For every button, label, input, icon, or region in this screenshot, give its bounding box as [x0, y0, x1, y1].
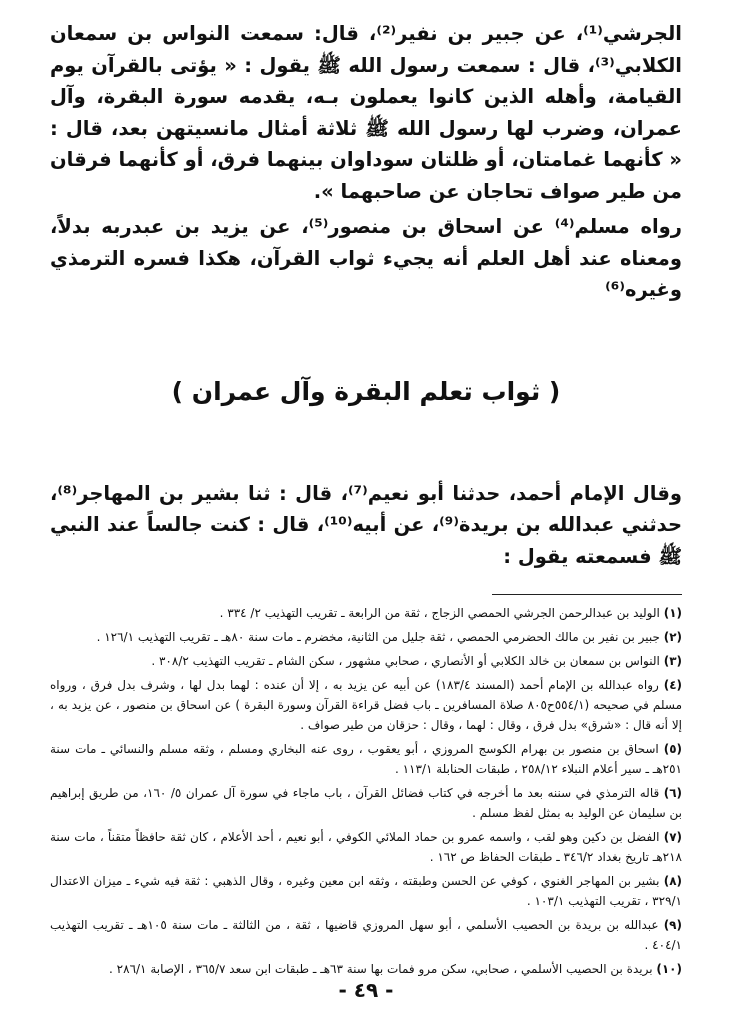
footnote-4: [50, 675, 682, 735]
footnote-number: (٤): [663, 678, 682, 692]
footnote-number: (٧): [663, 830, 682, 844]
footnote-3: [50, 651, 682, 671]
footnote-number: (١): [663, 606, 682, 620]
footnote-number: (١٠): [656, 962, 682, 976]
footnote-number: (٦): [663, 786, 683, 800]
document-page: [50, 18, 682, 1018]
footnote-number: (٨): [663, 874, 682, 888]
footnote-text: عبدالله بن بريدة بن الحصيب الأسلمي ، أبو سهل المروزي قاضيها ، ثقة ، من الثالثة ـ مات سنة ١٠٥هـ ـ تقريب التهذيب ٤٠٤/١ .: [50, 918, 682, 952]
footnote-9: [50, 915, 682, 955]
footnote-number: (٩): [663, 918, 682, 932]
footnote-7: [50, 827, 682, 867]
footnote-5: [50, 739, 682, 779]
footnote-text: جبير بن نفير بن مالك الحضرمي الحمصي ، ثقة جليل من الثانية، مخضرم ـ مات سنة ٨٠هـ ـ تقريب التهذيب ١٢٦/١ .: [96, 630, 660, 644]
footnote-text: النواس بن سمعان بن خالد الكلابي أو الأنصاري ، صحابي مشهور ، سكن الشام ـ تقريب التهذيب ٣٠٨/٢ .: [151, 654, 660, 668]
body-paragraph-3: وقال الإمام أحمد، حدثنا أبو نعيم⁽⁷⁾، قال : ثنا بشير بن المهاجر⁽⁸⁾، حدثني عبدالله بن بريدة⁽⁹⁾، عن أبيه⁽¹⁰⁾، قال : كنت جالساً عند النبي ﷺ فسمعته يقول :: [50, 481, 682, 568]
footnote-text: الفضل بن دكين وهو لقب ، واسمه عمرو بن حماد الملائي الكوفي ، أبو نعيم ، أحد الأعلام ، كان ثقة حافظاً متقناً ، مات سنة ٢١٨هـ تاريخ بغداد ٣٤٦/٢ ـ طبقات الحفاظ ص ١٦٢ .: [50, 830, 682, 864]
footnote-1: [50, 603, 682, 623]
footnote-10: [50, 959, 682, 979]
section-heading: ( ثواب تعلم البقرة وآل عمران ): [171, 376, 561, 406]
footnote-text: قاله الترمذي في سننه بعد ما أخرجه في كتاب فضائل القرآن ، باب ماجاء في سورة آل عمران ٥/ ١٦٠، من طريق إبراهيم بن سليمان عن الوليد به بمثل لفظ مسلم .: [50, 786, 682, 820]
footnote-text: بشير بن المهاجر الغنوي ، كوفي عن الحسن وطبقته ، وثقه ابن معين وغيره ، وقال الذهبي : ثقة فيه شيء ـ ميزان الاعتدال ٣٢٩/١ ، تقريب التهذيب ١٠٣/١ .: [50, 874, 682, 908]
footnote-number: (٢): [663, 630, 682, 644]
footnotes: [50, 603, 682, 979]
footnote-number: (٥): [663, 742, 682, 756]
page-number: - ٤٩ -: [338, 978, 394, 1002]
footnote-text: اسحاق بن منصور بن بهرام الكوسج المروزي ، أبو يعقوب ، روى عنه البخاري ومسلم ، وثقه مسلم والنسائي ـ مات سنة ٢٥١هـ ـ سير أعلام النبلاء ٢٥٨/١٢ ، طبقات الحنابلة ١١٣/١ .: [50, 742, 682, 776]
footnote-text: الوليد بن عبدالرحمن الجرشي الحمصي الزجاج ، ثقة من الرابعة ـ تقريب التهذيب ٢/ ٣٣٤ .: [219, 606, 660, 620]
footnote-text: بريدة بن الحصيب الأسلمي ، صحابي، سكن مرو فمات بها سنة ٦٣هـ ـ طبقات ابن سعد ٣٦٥/٧ ، الإصابة ٢٨٦/١ .: [109, 962, 653, 976]
body-paragraph-2: رواه مسلم⁽⁴⁾ عن اسحاق بن منصور⁽⁵⁾، عن يزيد بن عبدربه بدلاً، ومعناه عند أهل العلم أنه يجيء ثواب القرآن، هكذا فسره الترمذي وغيره⁽⁶⁾: [50, 215, 683, 301]
footnote-divider: [492, 594, 682, 595]
footnote-text: رواه عبدالله بن الإمام أحمد (المسند ١٨٣/٤) عن أبيه عن يزيد به ، إلا أن عنده : لهما بدل لها ، وشرف بدل فرق ، ورواه مسلم في صحيحه (٥٥٤/١ح٨٠٥ صلاة المسافرين ـ باب فضل قراءة القرآن وسورة البقرة ) عن اسحاق بن منصور ، عن يزيد به ، إلا أنه قال : «شرق» بدل فرق ، وقال : لهما ، وقال : حزقان من طير صواف .: [50, 678, 682, 732]
footnote-6: [50, 783, 682, 823]
footnote-8: [50, 871, 682, 911]
footnote-number: (٣): [663, 654, 682, 668]
footnote-2: [50, 627, 682, 647]
body-paragraph-1: الجرشي⁽¹⁾، عن جبير بن نفير⁽²⁾، قال: سمعت النواس بن سمعان الكلابي⁽³⁾، قال : سمعت رسول الله ﷺ يقول : « يؤتى بالقرآن يوم القيامة، وأهله الذين كانوا يعملون بـه، يقدمه سورة البقرة، وآل عمران، وضرب لها رسول الله ﷺ ثلاثة أمثال مانسيتهن بعد، قال : « كأنهما غمامتان، أو ظلتان سوداوان بينهما فرق، أو كأنهما فرقان من طير صواف تحاجان عن صاحبهما ».: [50, 22, 682, 203]
